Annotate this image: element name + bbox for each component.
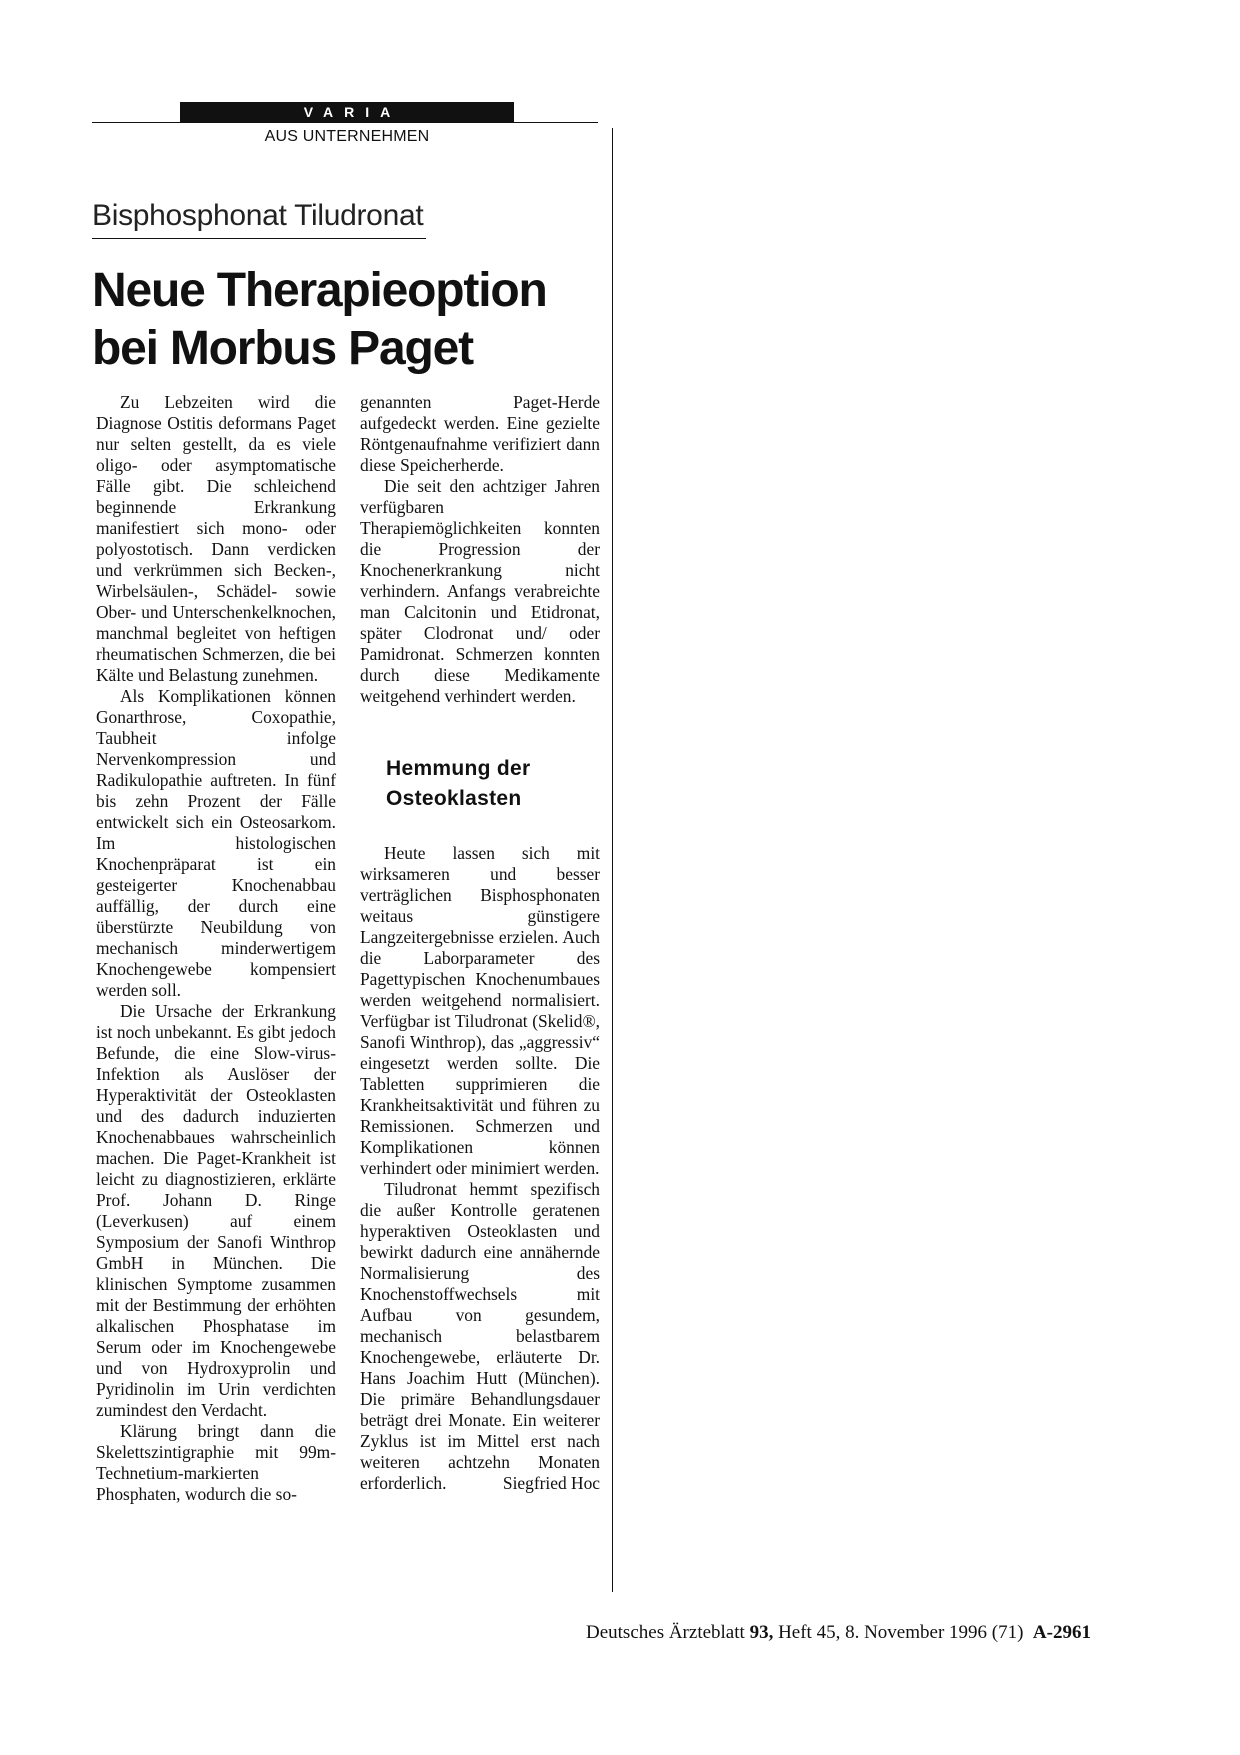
subheading-line-1: Hemmung der [386, 757, 531, 780]
paragraph: Als Komplikationen können Gonarthrose, Coxopathie, Taubheit infolge Nervenkompression und Radikulopathie auftreten. In fünf bis zehn Prozent der Fälle entwickelt sich ein Osteosarkom. Im histologischen Knochenpräparat ist ein gesteigerter Knochenabbau auffällig, der durch eine überstürzte Neubildung von mechanisch minderwertigem Knochengewebe kompensiert werden soll. [96, 686, 336, 1000]
headline-line-1: Neue Therapieoption [92, 264, 547, 317]
subheading-line-2: Osteoklasten [386, 787, 522, 810]
article-kicker: Bisphosphonat Tiludronat [92, 198, 426, 239]
author-name: Siegfried Hoc [502, 1473, 600, 1493]
subheading [386, 754, 600, 814]
header-rule [92, 122, 598, 123]
paragraph: Heute lassen sich mit wirksameren und besser verträglichen Bisphosphonaten weitaus günstigere Langzeitergebnisse erzielen. Auch die Laborparameter des Pagettypischen Knochenumbaues werden weitgehend normalisiert. Verfügbar ist Tiludronat (Skelid®, Sanofi Winthrop), das „aggressiv“ eingesetzt werden sollte. Die Tabletten supprimieren die Krankheitsaktivität und führen zu Remissionen. Schmerzen und Komplikationen können verhindert oder minimiert werden. [360, 843, 600, 1178]
paragraph-text: Tiludronat hemmt spezifisch die außer Kontrolle geratenen hyperaktiven Osteoklasten und bewirkt dadurch eine annähernde Normalisierung des Knochenstoffwechsels mit Aufbau von gesundem, mechanisch belastbarem Knochengewebe, erläuterte Dr. Hans Joachim Hutt (München). Die primäre Behandlungsdauer beträgt drei Monate. Ein weiterer Zyklus ist im Mittel erst nach weiteren achtzehn Monaten erforderlich. [360, 1179, 600, 1493]
text-column-right [360, 392, 600, 1494]
issue-date: Heft 45, 8. November 1996 (71) [778, 1622, 1024, 1643]
paragraph-continuation: genannten Paget-Herde aufgedeckt werden. Eine gezielte Röntgenaufnahme verifiziert dann diese Speicherherde. [360, 392, 600, 475]
volume-number: 93, [749, 1622, 774, 1643]
paragraph-last [360, 1179, 600, 1494]
article-headline [92, 262, 612, 378]
subsection-label: AUS UNTERNEHMEN [264, 128, 430, 145]
page-number: A-2961 [1032, 1622, 1091, 1643]
section-label: VARIA [180, 102, 514, 122]
paragraph: Die seit den achtziger Jahren verfügbaren Therapiemöglichkeiten konnten die Progression der Knochenerkrankung nicht verhindern. Anfangs verabreichte man Calcitonin und Etidronat, später Clodronat und/ oder Pamidronat. Schmerzen konnten durch diese Medikamente weitgehend verhindert werden. [360, 476, 600, 706]
journal-name: Deutsches Ärzteblatt [586, 1622, 745, 1643]
text-column-left [96, 392, 336, 1505]
column-divider [612, 128, 613, 1592]
page-footer [586, 1622, 1091, 1644]
paragraph: Klärung bringt dann die Skelettszintigraphie mit 99m-Technetium-markierten Phosphaten, wodurch die so- [96, 1421, 336, 1504]
headline-line-2: bei Morbus Paget [92, 322, 473, 375]
paragraph: Die Ursache der Erkrankung ist noch unbekannt. Es gibt jedoch Befunde, die eine Slow-virus-Infektion als Auslöser der Hyperaktivität der Osteoklasten und des dadurch induzierten Knochenabbaues wahrscheinlich machen. Die Paget-Krankheit ist leicht zu diagnostizieren, erklärte Prof. Johann D. Ringe (Leverkusen) auf einem Symposium der Sanofi Winthrop GmbH in München. Die klinischen Symptome zusammen mit der Bestimmung der erhöhten alkalischen Phosphatase im Serum oder im Knochengewebe und von Hydroxyprolin und Pyridinolin im Urin verdichten zumindest den Verdacht. [96, 1001, 336, 1420]
paragraph: Zu Lebzeiten wird die Diagnose Ostitis deformans Paget nur selten gestellt, da es viele oligo- oder asymptomatische Fälle gibt. Die schleichend beginnende Erkrankung manifestiert sich mono- oder polyostotisch. Dann verdicken und verkrümmen sich Becken-, Wirbelsäulen-, Schädel- sowie Ober- und Unterschenkelknochen, manchmal begleitet von heftigen rheumatischen Schmerzen, die bei Kälte und Belastung zunehmen. [96, 392, 336, 685]
